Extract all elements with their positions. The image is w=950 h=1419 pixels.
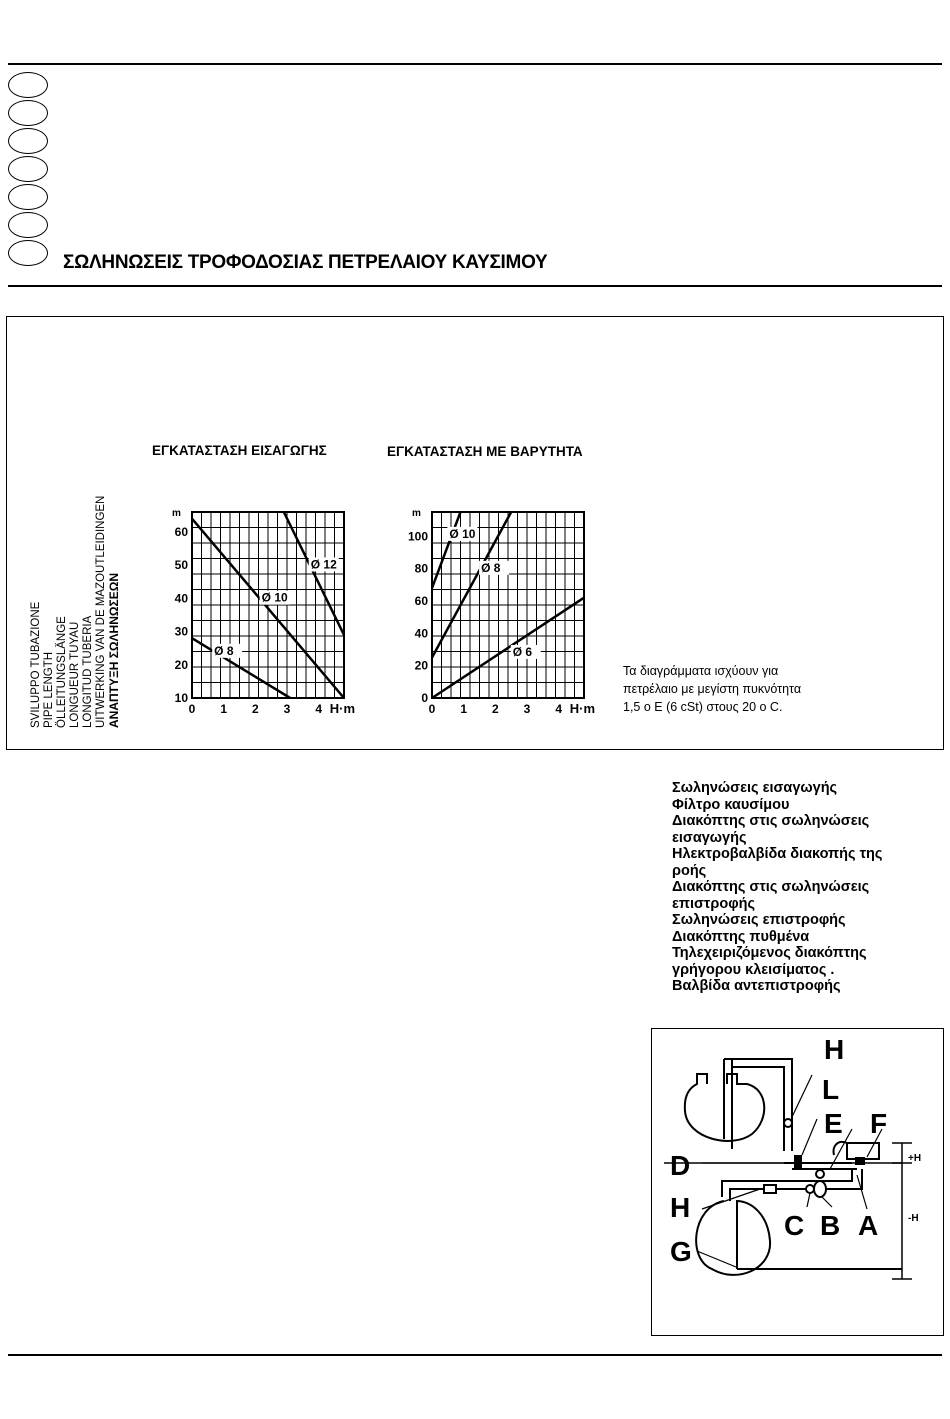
label-b: B	[820, 1210, 841, 1241]
series-label: Ø 10	[449, 526, 476, 541]
y-unit-label: m	[412, 508, 421, 519]
top-rule	[8, 63, 942, 65]
y-tick-label: 0	[421, 691, 428, 705]
x-axis-label: H·m	[329, 701, 356, 716]
x-tick-label: 1	[220, 702, 228, 716]
language-circle	[8, 100, 48, 126]
burner-body-icon	[834, 1142, 847, 1155]
x-tick-label: 2	[251, 702, 259, 716]
upper-tank-pipes-icon	[724, 1059, 732, 1149]
legend-item: Σωληνώσεις εισαγωγής	[672, 780, 838, 796]
label-h-bottom: H	[670, 1192, 691, 1223]
legend-item: επιστροφής	[672, 895, 755, 912]
valve-e-icon	[816, 1170, 824, 1178]
legend-item: Φίλτρο καυσίμου	[672, 796, 790, 813]
legend-item: Ηλεκτροβαλβίδα διακοπής της	[672, 846, 883, 862]
series-line	[432, 512, 461, 588]
y-tick-label: 20	[174, 657, 188, 672]
x-tick-label: 3	[523, 702, 531, 716]
chart-note-line: πετρέλαιο με μεγίστη πυκνότητα	[623, 682, 802, 696]
label-l: L	[822, 1074, 840, 1105]
language-circle	[8, 184, 48, 210]
language-circle	[8, 212, 48, 238]
label-minus-h: -H	[908, 1213, 919, 1224]
lower-tank-icon	[696, 1201, 770, 1275]
y-axis-label: LONGITUD TUBERIA	[82, 615, 94, 728]
valve-h-top-icon	[784, 1119, 792, 1127]
legend-item: εισαγωγής	[672, 829, 747, 846]
filter-b-icon	[814, 1181, 826, 1197]
x-tick-label: 1	[460, 702, 468, 716]
installation-schematic	[652, 1029, 943, 1335]
y-tick-label: 40	[414, 626, 428, 641]
language-circle	[8, 156, 48, 182]
language-circle	[8, 240, 48, 266]
series-label: Ø 6	[512, 644, 533, 659]
legend-item: Βαλβίδα αντεπιστροφής	[672, 978, 841, 994]
chart-title-gravity: ΕΓΚΑΤΑΣΤΑΣΗ ΜΕ ΒΑΡΥΤΗΤΑ	[387, 444, 583, 459]
legend-item: Διακόπτης στις σωληνώσεις	[672, 813, 870, 829]
series-label: Ø 12	[310, 557, 337, 572]
y-axis-label: UITWERKING VAN DE MAZOUTLEIDINGEN	[95, 495, 107, 728]
x-tick-label: 4	[315, 702, 323, 716]
lower-pipe-icon	[722, 1169, 862, 1201]
y-tick-label: 20	[414, 658, 428, 673]
label-h-top: H	[824, 1034, 845, 1065]
y-tick-label: 60	[174, 524, 188, 539]
language-circle	[8, 72, 48, 98]
title-rule	[8, 285, 942, 287]
chart-note-line: 1,5 ο E (6 cSt) στους 20 ο C.	[623, 700, 783, 714]
legend-item: ροής	[672, 862, 707, 879]
x-tick-label: 3	[283, 702, 291, 716]
label-c: C	[784, 1210, 805, 1241]
component-legend	[672, 780, 882, 995]
language-circle	[8, 128, 48, 154]
y-tick-label: 30	[174, 624, 188, 639]
burner-icon	[847, 1143, 879, 1159]
valve-h-bottom-icon	[764, 1185, 776, 1193]
x-axis-label: H·m	[569, 701, 596, 716]
y-axis-label: SVILUPPO TUBAZIONE	[30, 601, 42, 728]
x-tick-label: 0	[428, 702, 436, 716]
y-axis-label: ÖLLEITUNGSLÄNGE	[56, 616, 68, 728]
series-label: Ø 8	[214, 643, 234, 658]
y-tick-label: 100	[407, 529, 428, 544]
y-axis-label-block	[30, 495, 150, 728]
y-axis-label: PIPE LENGTH	[43, 651, 55, 728]
y-unit-label: m	[172, 508, 181, 519]
label-plus-h: +H	[908, 1153, 922, 1164]
y-tick-label: 80	[414, 561, 428, 576]
upper-loop-pipe-icon	[724, 1059, 792, 1151]
y-tick-label: 50	[174, 558, 188, 573]
language-markers	[8, 72, 48, 268]
label-d: D	[670, 1150, 691, 1181]
x-tick-label: 2	[491, 702, 499, 716]
chart-title-suction: ΕΓΚΑΤΑΣΤΑΣΗ ΕΙΣΑΓΩΓΗΣ	[152, 443, 327, 458]
label-f: F	[870, 1108, 888, 1139]
gravity-chart	[400, 500, 610, 725]
legend-item: Διακόπτης πυθμένα	[672, 928, 810, 945]
y-axis-label: ΑΝΑΠΤΥΞΗ ΣΩΛΗΝΩΣΕΩΝ	[107, 573, 121, 728]
legend-item: γρήγορου κλεισίματος .	[672, 961, 835, 978]
legend-item: Διακόπτης στις σωληνώσεις	[672, 879, 870, 895]
chart-note-line: Τα διαγράμματα ισχύουν για	[623, 664, 779, 678]
legend-item: Σωληνώσεις επιστροφής	[672, 912, 846, 928]
chart-note	[623, 662, 801, 716]
y-axis-label: LONGUEUR TUYAU	[69, 621, 81, 728]
label-a: A	[858, 1210, 879, 1241]
x-tick-label: 4	[555, 702, 563, 716]
suction-chart	[160, 500, 370, 725]
label-g: G	[670, 1236, 692, 1267]
legend-item: Τηλεχειριζόμενος διακόπτης	[672, 945, 867, 961]
y-tick-label: 40	[174, 591, 188, 606]
installation-diagram	[651, 1028, 944, 1336]
document-title: ΣΩΛΗΝΩΣΕΙΣ ΤΡΟΦΟΔΟΣΙΑΣ ΠΕΤΡΕΛΑΙΟΥ ΚΑΥΣΙΜΟΥ	[63, 252, 548, 273]
y-tick-label: 10	[174, 691, 188, 705]
filter-f-icon	[855, 1157, 865, 1165]
y-tick-label: 60	[414, 593, 428, 608]
label-e: E	[824, 1108, 843, 1139]
x-tick-label: 0	[188, 702, 196, 716]
solenoid-l-icon	[794, 1155, 802, 1169]
series-label: Ø 8	[481, 560, 501, 575]
valve-c-icon	[806, 1185, 814, 1193]
series-label: Ø 10	[261, 590, 288, 605]
bottom-rule	[8, 1354, 942, 1356]
